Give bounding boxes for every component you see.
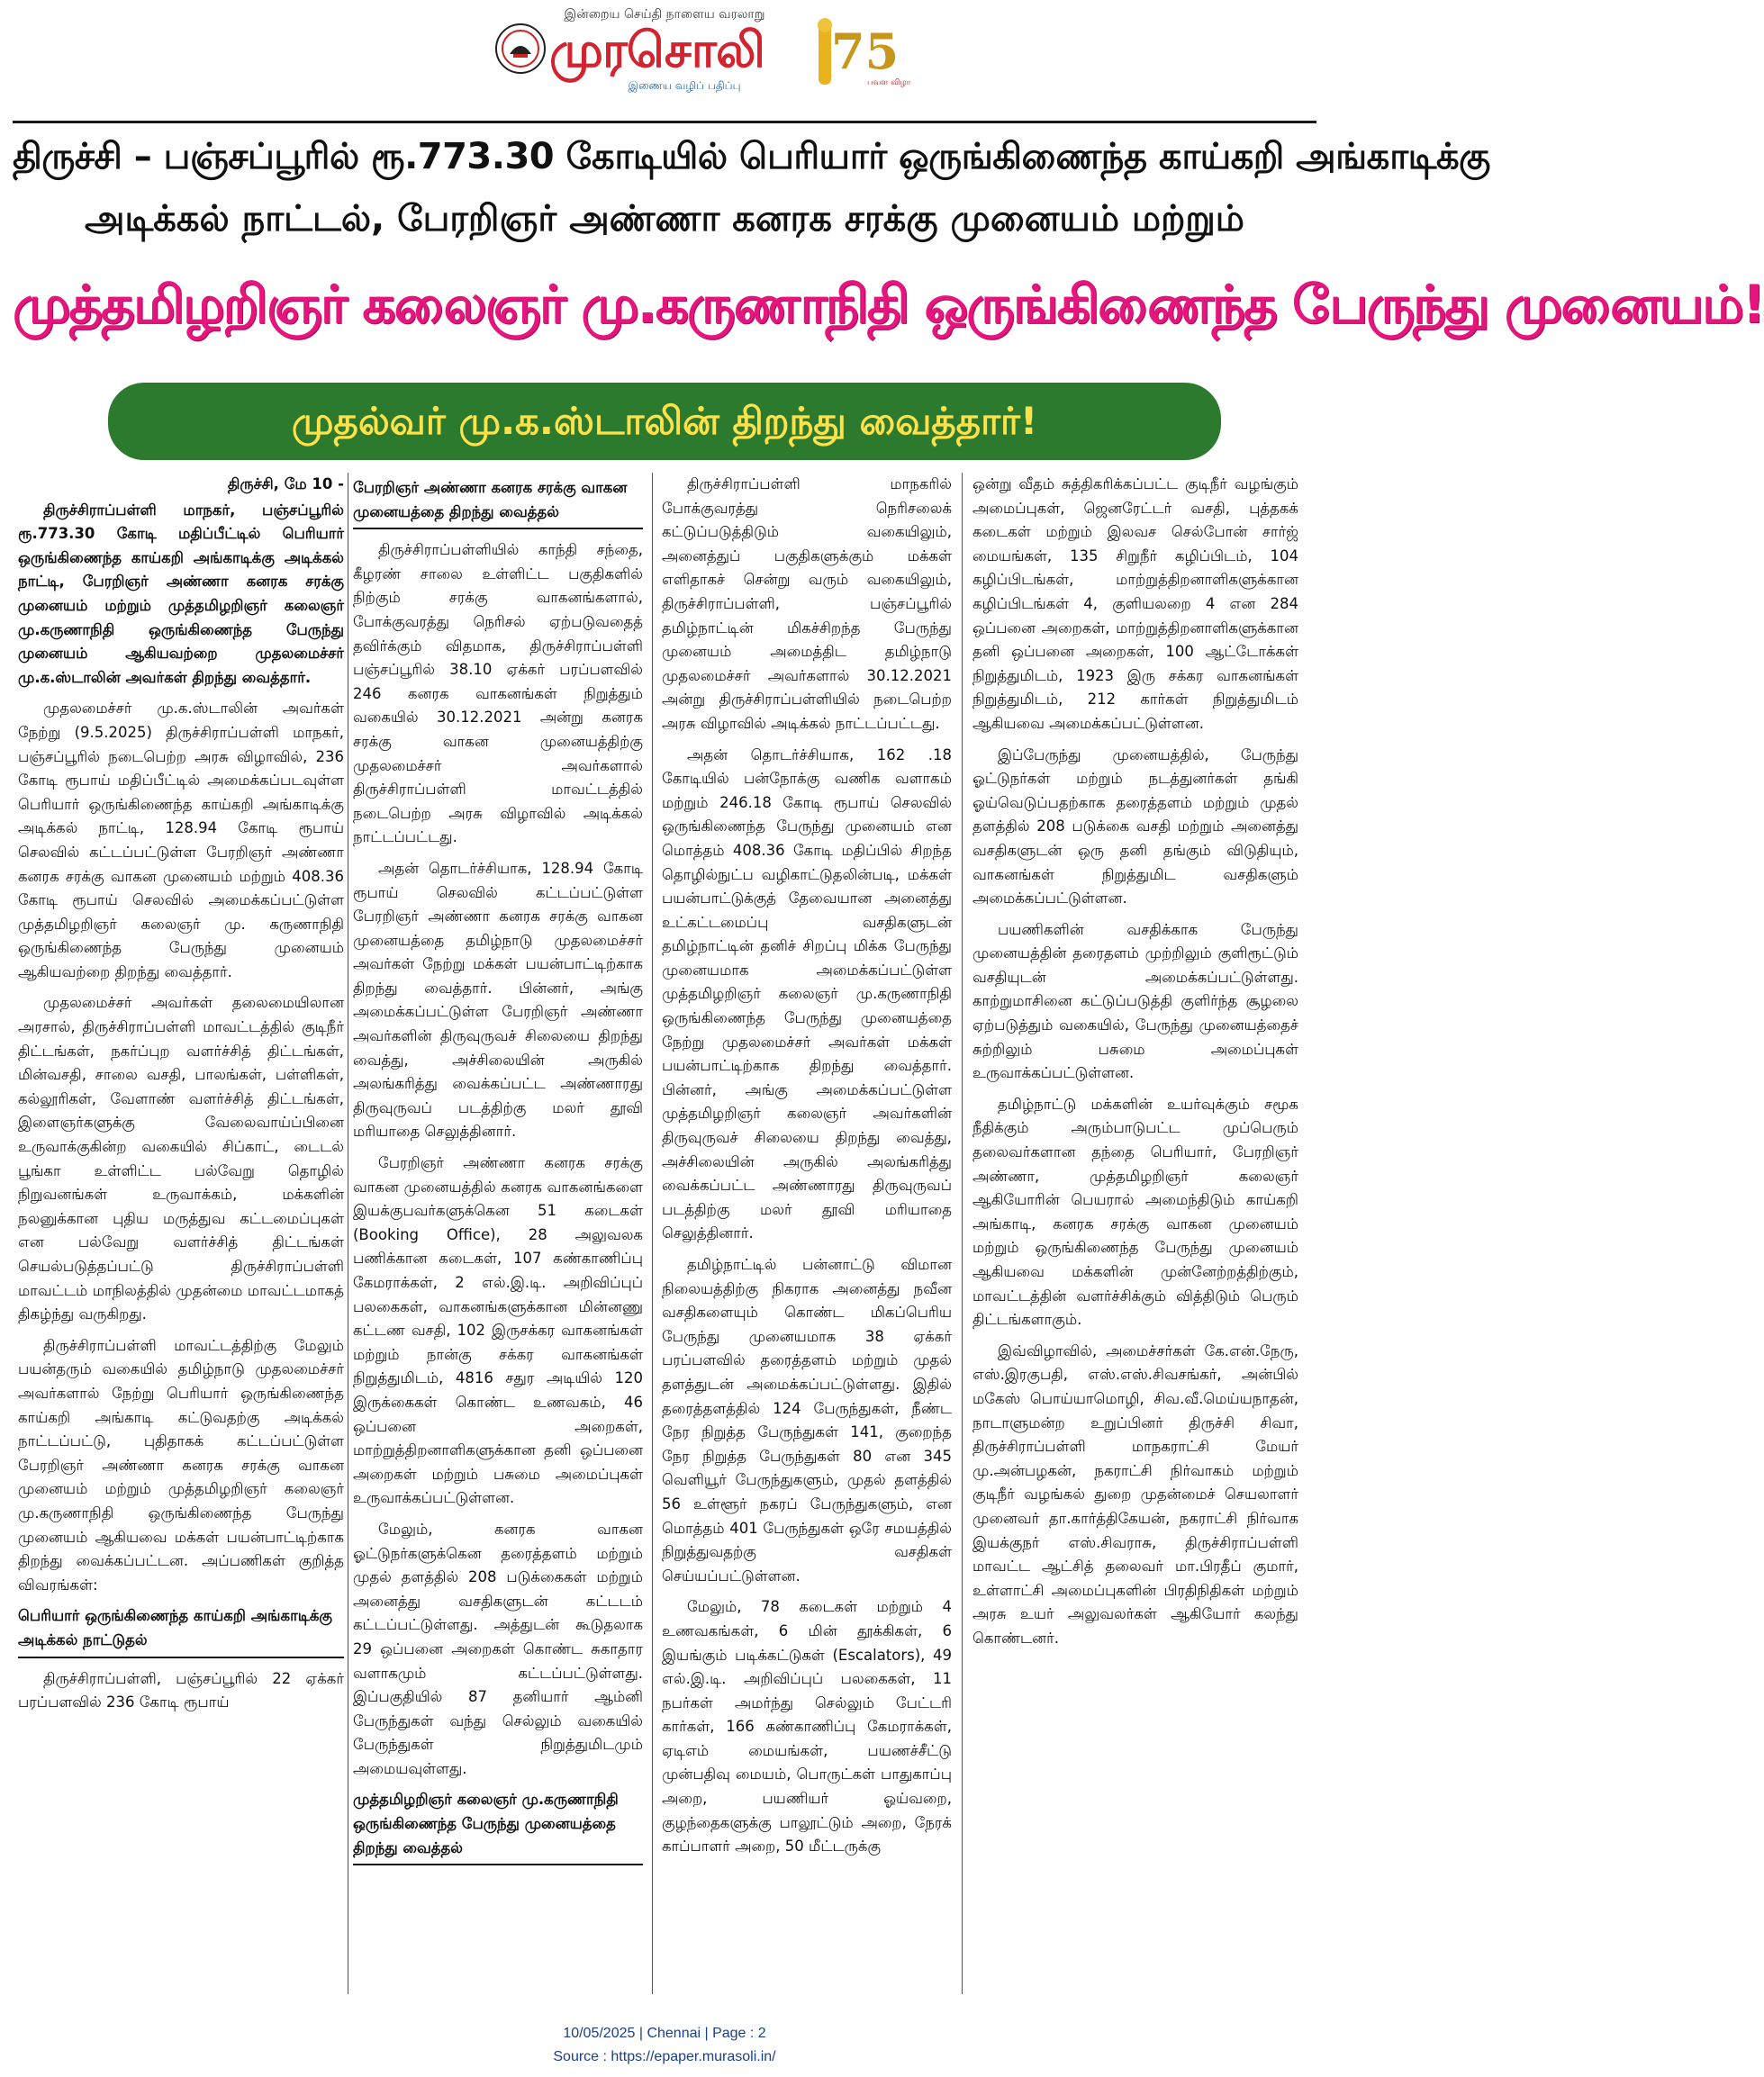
masthead-title: முரசொலி bbox=[549, 22, 764, 78]
paragraph: ஒன்று வீதம் சுத்திகரிக்கப்பட்ட குடிநீர் வழங்கும் அமைப்புகள், ஜெனரேட்டர் வசதி, புத்தகக் கடைகள் மற்றும் இலவச செல்போன் சார்ஜ் மையங்கள், 135 சிறுநீர் கழிப்பிடம், 104 கழிப்பிடங்கள், மாற்றுத்திறனாளிகளுக்கான கழிப்பிடங்கள் 4, குளியலறை 4 என 284 ஒப்பனை அறைகள், மாற்றுத்திறனாளிகளுக்கான தனி ஒப்பனை அறைகள், 100 ஆட்டோக்கள் நிறுத்துமிடம், 1923 இரு சக்கர வாகனங்கள் நிறுத்துமிடம், 212 கார்கள் நிறுத்துமிடம் ஆகியவை அமைக்கப்பட்டுள்ளன. bbox=[972, 475, 1298, 732]
masthead-top-tag: இன்றைய செய்தி நாளைய வரலாறு bbox=[564, 7, 765, 22]
banner-text: முதல்வர் மு.க.ஸ்டாலின் திறந்து வைத்தார்! bbox=[291, 399, 1038, 443]
subheading: பெரியார் ஒருங்கிணைந்த காய்கறி அங்காடிக்கு அடிக்கல் நாட்டுதல் bbox=[18, 1604, 344, 1657]
headline-banner bbox=[108, 383, 1221, 460]
lead-paragraph: திருச்சிராப்பள்ளி மாநகர், பஞ்சப்பூரில் ரூ.773.30 கோடி மதிப்பீட்டில் பெரியார் ஒருங்கிணைந்த காய்கறி அங்காடிக்கு அடிக்கல் நாட்டி, பேரறிஞர் அண்ணா கனரக சரக்கு முனையம் மற்றும் முத்தமிழறிஞர் கலைஞர் மு.கருணாநிதி ஒருங்கிணைந்த பேருந்து முனையம் ஆகியவற்றை முதலமைச்சர் மு.க.ஸ்டாலின் அவர்கள் திறந்து வைத்தார். bbox=[18, 501, 344, 686]
footer-edition-info: 10/05/2025 | Chennai | Page : 2 bbox=[563, 2026, 766, 2041]
dateline: திருச்சி, மே 10 - bbox=[227, 475, 344, 492]
paragraph: திருச்சிராப்பள்ளியில் காந்தி சந்தை, கீழரண் சாலை உள்ளிட்ட பகுதிகளில் நிற்கும் சரக்கு வாகனங்களால், போக்குவரத்து நெரிசல் ஏற்படுவதைத் தவிர்க்கும் விதமாக, திருச்சிராப்பள்ளி பஞ்சப்பூரில் 38.10 ஏக்கர் பரப்பளவில் 246 கனரக வாகனங்கள் நிறுத்தும் வகையில் 30.12.2021 அன்று கனரக சரக்கு வாகன முனையத்திற்கு முதலமைச்சர் அவர்களால் திருச்சிராப்பள்ளி மாவட்டத்தில் நடைபெற்ற அரசு விழாவில் அடிக்கல் நாட்டப்பட்டது. bbox=[353, 541, 643, 846]
subheading: பேரறிஞர் அண்ணா கனரக சரக்கு வாகன முனையத்தை திறந்து வைத்தல் bbox=[353, 476, 643, 529]
paragraph: இப்பேருந்து முனையத்தில், பேருந்து ஓட்டுநர்கள் மற்றும் நடத்துனர்கள் தங்கி ஓய்வெடுப்பதற்காக தரைத்தளம் மற்றும் முதல் தளத்தில் 208 படுக்கை வசதி மற்றும் அனைத்து வசதிகளுடன் ஒரு தனி தங்கும் விடுதியும், வாகனங்கள் நிறுத்துமிட வசதிகளும் அமைக்கப்பட்டுள்ளன. bbox=[972, 745, 1298, 908]
anniversary-sub: பவள விழா bbox=[867, 78, 911, 87]
masthead-tagline: இணைய வழிப் பதிப்பு bbox=[628, 79, 741, 92]
paragraph: அதன் தொடர்ச்சியாக, 128.94 கோடி ரூபாய் செலவில் கட்டப்பட்டுள்ள பேரறிஞர் அண்ணா கனரக சரக்கு வாகன முனையத்தை தமிழ்நாடு முதலமைச்சர் அவர்கள் நேற்று மக்கள் பயன்பாட்டிற்காக திறந்து வைத்தார். பின்னர், அங்கு அமைக்கப்பட்டுள்ள பேரறிஞர் அண்ணா அவர்களின் திருவுருவச் சிலையை திறந்து வைத்து, அச்சிலையின் அருகில் அலங்கரித்து வைக்கப்பட்ட அண்ணாரது திருவுருவப் படத்திற்கு மலர் தூவி மரியாதை செலுத்தினார். bbox=[353, 859, 643, 1141]
headline-line-2: அடிக்கல் நாட்டல், பேரறிஞர் அண்ணா கனரக சரக்கு முனையம் மற்றும் bbox=[85, 198, 1244, 239]
article-column-4 bbox=[972, 473, 1298, 2008]
masthead bbox=[0, 0, 1329, 117]
paragraph: முதலமைச்சர் மு.க.ஸ்டாலின் அவர்கள் நேற்று (9.5.2025) திருச்சிராப்பள்ளி மாநகர், பஞ்சப்பூரில் நடைபெற்ற அரசு விழாவில், 236 கோடி ரூபாய் மதிப்பீட்டில் அமைக்கப்படவுள்ள பெரியார் ஒருங்கிணைந்த காய்கறி அங்காடிக்கு அடிக்கல் நாட்டி, 128.94 கோடி ரூபாய் செலவில் கட்டப்பட்டுள்ள பேரறிஞர் அண்ணா கனரக சரக்கு வாகன முனையம் மற்றும் 408.36 கோடி ரூபாய் செலவில் அமைக்கப்பட்டுள்ள முத்தமிழறிஞர் கலைஞர் மு. கருணாநிதி ஒருங்கிணைந்த பேருந்து முனையம் ஆகியவற்றை திறந்து வைத்தார். bbox=[18, 700, 344, 980]
paragraph: மேலும், 78 கடைகள் மற்றும் 4 உணவகங்கள், 6 மின் தூக்கிகள், 6 இயங்கும் படிக்கட்டுகள் (Escalators), 49 எல்.இ.டி. அறிவிப்புப் பலகைகள், 11 நபர்கள் அமர்ந்து செல்லும் பேட்டரி கார்கள், 166 கண்காணிப்பு கேமராக்கள், ஏடிஎம் மையங்கள், பயணச்சீட்டு முன்பதிவு மையம், பொருட்கள் பாதுகாப்பு அறை, பயணியர் ஓய்வறை, குழந்தைகளுக்கு பாலூட்டும் அறை, நேரக் காப்பாளர் அறை, 50 மீட்டருக்கு bbox=[662, 1598, 952, 1856]
paragraph: இவ்விழாவில், அமைச்சர்கள் கே.என்.நேரு, எஸ்.இரகுபதி, எஸ்.எஸ்.சிவசங்கர், அன்பில் மகேஸ் பொய்யாமொழி, சிவ.வீ.மெய்யநாதன், நாடாளுமன்ற உறுப்பினர் திருச்சி சிவா, திருச்சிராப்பள்ளி மாநகராட்சி மேயர் மு.அன்பழகன், நகராட்சி நிர்வாகம் மற்றும் குடிநீர் வழங்கல் துறை முதன்மைச் செயலாளர் முனைவர் தா.கார்த்திகேயன், நகராட்சி நிர்வாக இயக்குநர் எஸ்.சிவராசு, திருச்சிராப்பள்ளி மாவட்ட ஆட்சித் தலைவர் மா.பிரதீப் குமார், உள்ளாட்சி அமைப்புகளின் பிரதிநிதிகள் மற்றும் அரசு உயர் அலுவலர்கள் ஆகியோர் கலந்து கொண்டனர். bbox=[972, 1341, 1298, 1647]
article-column-1 bbox=[18, 473, 344, 2008]
article-column-2 bbox=[353, 473, 643, 2008]
column-divider bbox=[652, 473, 653, 1994]
paragraph: தமிழ்நாட்டில் பன்னாட்டு விமான நிலையத்திற்கு நிகராக அனைத்து நவீன வசதிகளையும் கொண்ட மிகப்பெரிய பேருந்து முனையமாக 38 ஏக்கர் பரப்பளவில் தரைத்தளம் மற்றும் முதல் தளத்துடன் அமைக்கப்பட்டுள்ளது. இதில் தரைத்தளத்தில் 124 பேருந்துகள், நீண்ட நேர நிறுத்த பேருந்துகள் 141, குறைந்த நேர நிறுத்த பேருந்துகள் 80 என 345 வெளியூர் பேருந்துகளும், முதல் தளத்தில் 56 உள்ளூர் நகரப் பேருந்துகளும், என மொத்தம் 401 பேருந்துகள் ஒரே சமயத்தில் நிறுத்துவதற்கு வசதிகள் செய்யப்பட்டுள்ளன. bbox=[662, 1256, 952, 1585]
paragraph: தமிழ்நாட்டு மக்களின் உயர்வுக்கும் சமூக நீதிக்கும் அரும்பாடுபட்ட முப்பெரும் தலைவர்களான தந்தை பெரியார், பேரறிஞர் அண்ணா, முத்தமிழறிஞர் கலைஞர் ஆகியோரின் பெயரால் அமைந்திடும் காய்கறி அங்காடி, கனரக சரக்கு வாகன முனையம் மற்றும் ஒருங்கிணைந்த பேருந்து முனையம் ஆகியவை மக்களின் முன்னேற்றத்திற்கும், மாவட்டத்தின் வளர்ச்சிக்கும் வித்திடும் பெரும் திட்டங்களாகும். bbox=[972, 1095, 1298, 1329]
masthead-rule bbox=[13, 121, 1316, 123]
column-divider bbox=[962, 473, 963, 1994]
anniversary-logo bbox=[815, 13, 911, 99]
paragraph: திருச்சிராப்பள்ளி மாநகரில் போக்குவரத்து நெரிசலைக் கட்டுப்படுத்திடும் வகையிலும், அனைத்துப் பகுதிகளுக்கும் மக்கள் எளிதாகச் சென்று வரும் வகையிலும், திருச்சிராப்பள்ளி, பஞ்சப்பூரில் தமிழ்நாட்டின் மிகச்சிறந்த பேருந்து முனையம் அமைத்திட தமிழ்நாடு முதலமைச்சர் அவர்களால் 30.12.2021 அன்று திருச்சிராப்பள்ளியில் நடைபெற்ற அரசு விழாவில் அடிக்கல் நாட்டப்பட்டது. bbox=[662, 475, 952, 732]
paragraph: பேரறிஞர் அண்ணா கனரக சரக்கு வாகன முனையத்தில் கனரக வாகனங்களை இயக்குபவர்களுக்கென 51 கடைகள் (Booking Office), 28 அலுவலக பணிக்கான கடைகள், 107 கண்காணிப்பு கேமராக்கள், 2 எல்.இ.டி. அறிவிப்புப் பலகைகள், வாகனங்களுக்கான மின்னணு கட்டண வசதி, 102 இருசக்கர வாகனங்கள் மற்றும் நான்கு சக்கர வாகனங்கள் நிறுத்துமிடம், 4816 சதுர அடியில் 120 இருக்கைகள் கொண்ட உணவகம், 46 ஒப்பனை அறைகள், மாற்றுத்திறனாளிகளுக்கான தனி ஒப்பனை அறைகள் மற்றும் பசுமை அமைப்புகள் உருவாக்கப்பட்டுள்ளன. bbox=[353, 1154, 643, 1507]
headline-line-1: திருச்சி – பஞ்சப்பூரில் ரூ.773.30 கோடியில் பெரியார் ஒருங்கிணைந்த காய்கறி அங்காடிக்கு bbox=[13, 136, 1490, 177]
footer-source-link[interactable]: Source : https://epaper.murasoli.in/ bbox=[553, 2049, 776, 2064]
headline-line-3: முத்தமிழறிஞர் கலைஞர் மு.கருணாநிதி ஒருங்கிணைந்த பேருந்து முனையம்! bbox=[13, 274, 1764, 335]
anniversary-number: 75 bbox=[831, 23, 900, 80]
paragraph: திருச்சிராப்பள்ளி, பஞ்சப்பூரில் 22 ஏக்கர் பரப்பளவில் 236 கோடி ரூபாய் bbox=[18, 1669, 344, 1711]
paragraph: பயணிகளின் வசதிக்காக பேருந்து முனையத்தின் தரைதளம் முற்றிலும் குளிரூட்டும் வசதியுடன் அமைக்கப்பட்டுள்ளது. காற்றுமாசினை கட்டுப்படுத்தி குளிர்ந்த சூழலை ஏற்படுத்தும் வகையில், பேருந்து முனையத்தைச் சுற்றிலும் பசுமை அமைப்புகள் உருவாக்கப்பட்டுள்ளன. bbox=[972, 920, 1298, 1082]
party-emblem-icon bbox=[493, 22, 547, 76]
paragraph: மேலும், கனரக வாகன ஓட்டுநர்களுக்கென தரைத்தளம் மற்றும் முதல் தளத்தில் 208 படுக்கைகள் மற்றும் அனைத்து வசதிகளுடன் கட்டடம் கட்டப்பட்டுள்ளது. அத்துடன் கூடுதலாக 29 ஒப்பனை அறைகள் கொண்ட சுகாதார வளாகமும் கட்டப்பட்டுள்ளது. இப்பகுதியில் 87 தனியார் ஆம்னி பேருந்துகள் வந்து செல்லும் வகையில் பேருந்துகள் நிறுத்துமிடமும் அமையவுள்ளது. bbox=[353, 1520, 643, 1777]
subheading: முத்தமிழறிஞர் கலைஞர் மு.கருணாநிதி ஒருங்கிணைந்த பேருந்து முனையத்தை திறந்து வைத்தல் bbox=[353, 1788, 643, 1865]
paragraph: அதன் தொடர்ச்சியாக, 162 .18 கோடியில் பன்நோக்கு வணிக வளாகம் மற்றும் 246.18 கோடி ரூபாய் செலவில் ஒருங்கிணைந்த பேருந்து முனையம் என மொத்தம் 408.36 கோடி மதிப்பில் சிறந்த தொழில்நுட்ப வழிகாட்டுதலின்படி, மக்கள் பயன்பாட்டுக்குத் தேவையான அனைத்து உட்கட்டமைப்பு வசதிகளுடன் தமிழ்நாட்டின் தனிச் சிறப்பு மிக்க பேருந்து முனையமாக அமைக்கப்பட்டுள்ள முத்தமிழறிஞர் கலைஞர் மு.கருணாநிதி ஒருங்கிணைந்த பேருந்து முனையத்தை நேற்று முதலமைச்சர் அவர்கள் மக்கள் பயன்பாட்டிற்காக திறந்து வைத்தார். பின்னர், அங்கு அமைக்கப்பட்டுள்ள முத்தமிழறிஞர் கலைஞர் அவர்களின் திருவுருவச் சிலையை திறந்து வைத்து, அச்சிலையின் அருகில் அலங்கரித்து வைக்கப்பட்ட அண்ணாரது திருவுருவப் படத்திற்கு மலர் தூவி மரியாதை செலுத்தினார். bbox=[662, 745, 952, 1242]
paragraph: முதலமைச்சர் அவர்கள் தலைமையிலான அரசால், திருச்சிராப்பள்ளி மாவட்டத்தில் குடிநீர் திட்டங்கள், நகர்ப்புற வளர்ச்சித் திட்டங்கள், மின்வசதி, சாலை வசதி, பாலங்கள், பள்ளிகள், கல்லூரிகள், வேளாண் வளர்ச்சித் திட்டங்கள், இளைஞர்களுக்கு வேலைவாய்ப்பினை உருவாக்குகின்ற வகையில் சிப்காட், டைடல் பூங்கா உள்ளிட்ட பல்வேறு தொழில் நிறுவனங்கள் உருவாக்கம், மக்களின் நலனுக்கான புதிய மருத்துவ கட்டமைப்புகள் என பல்வேறு வளர்ச்சித் திட்டங்கள் செயல்படுத்தப்பட்டு திருச்சிராப்பள்ளி மாவட்டம் மாநிலத்தில் முதன்மை மாவட்டமாகத் திகழ்ந்து வருகிறது. bbox=[18, 994, 344, 1323]
paragraph: திருச்சிராப்பள்ளி மாவட்டத்திற்கு மேலும் பயன்தரும் வகையில் தமிழ்நாடு முதலமைச்சர் அவர்களால் நேற்று பெரியார் ஒருங்கிணைந்த காய்கறி அங்காடி கட்டுவதற்கு அடிக்கல் நாட்டப்பட்டு, புதிதாகக் கட்டப்பட்டுள்ள பேரறிஞர் அண்ணா கனரக சரக்கு வாகன முனையம் மற்றும் முத்தமிழறிஞர் கலைஞர் மு.கருணாநிதி ஒருங்கிணைந்த பேருந்து முனையம் ஆகியவை மக்கள் பயன்பாட்டிற்காக திறந்து வைக்கப்பட்டன. அப்பணிகள் குறித்த விவரங்கள்: bbox=[18, 1336, 344, 1594]
article-column-3 bbox=[662, 473, 952, 2008]
